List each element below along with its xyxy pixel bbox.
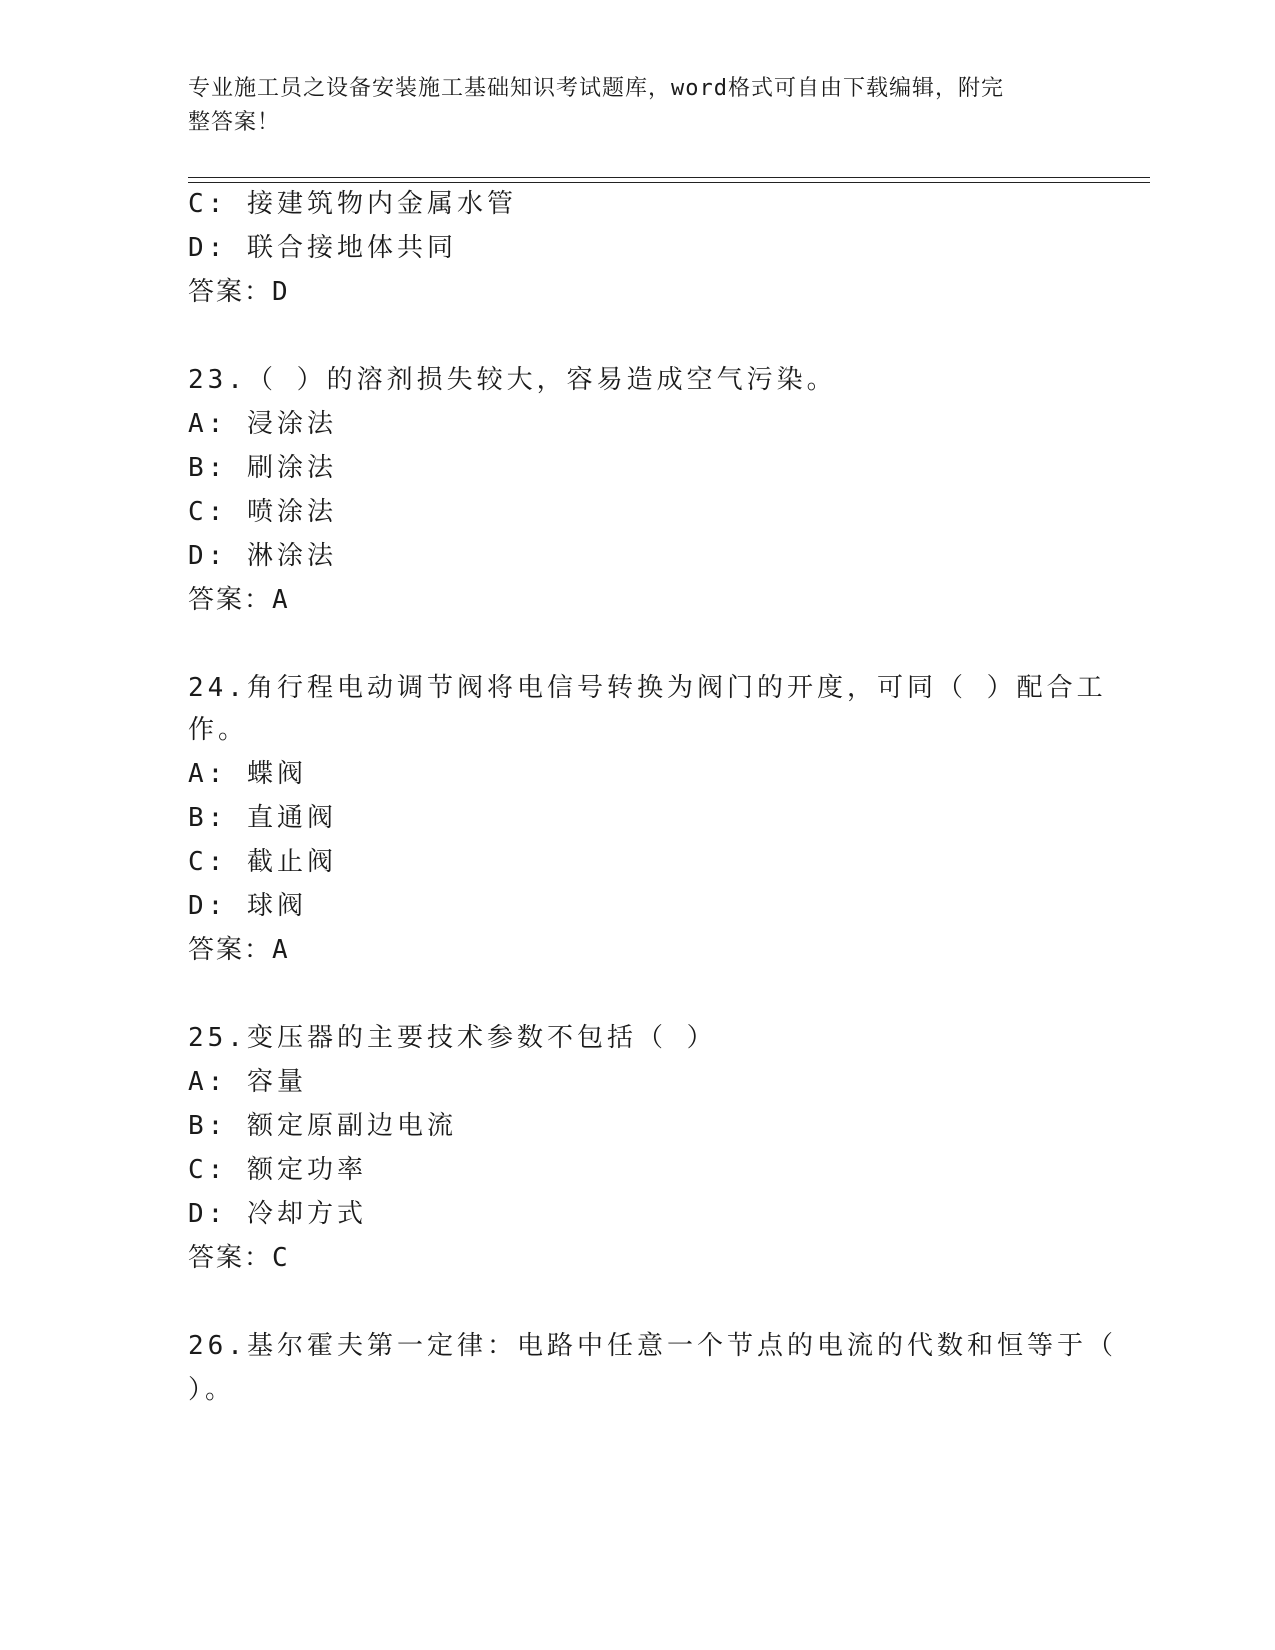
q24-option-c: C: 截止阀	[188, 847, 337, 877]
q24-option-b: B: 直通阀	[188, 803, 337, 833]
q22-answer: 答案：D	[188, 277, 290, 307]
q23-answer: 答案：A	[188, 585, 290, 615]
q26-stem-line-2: ）。	[188, 1375, 236, 1405]
q22-option-c: C: 接建筑物内金属水管	[188, 189, 517, 219]
q23-option-a: A: 浸涂法	[188, 409, 337, 439]
q22-option-d: D: 联合接地体共同	[188, 233, 457, 263]
q24-stem-line-1: 24.角行程电动调节阀将电信号转换为阀门的开度，可同（ ）配合工	[188, 673, 1107, 703]
q25-option-c: C: 额定功率	[188, 1155, 367, 1185]
q24-answer: 答案：A	[188, 935, 290, 965]
q25-option-d: D: 冷却方式	[188, 1199, 367, 1229]
q25-option-a: A: 容量	[188, 1067, 307, 1097]
q23-option-d: D: 淋涂法	[188, 541, 337, 571]
q23-option-b: B: 刷涂法	[188, 453, 337, 483]
document-header	[188, 72, 1068, 140]
q25-answer: 答案：C	[188, 1243, 290, 1273]
q25-option-b: B: 额定原副边电流	[188, 1111, 457, 1141]
q26-stem-line-1: 26.基尔霍夫第一定律：电路中任意一个节点的电流的代数和恒等于（	[188, 1331, 1117, 1361]
header-divider-bottom	[188, 182, 1150, 183]
q23-stem: 23.（ ）的溶剂损失较大，容易造成空气污染。	[188, 365, 837, 395]
q24-option-d: D: 球阀	[188, 891, 307, 921]
q25-stem: 25.变压器的主要技术参数不包括（ ）	[188, 1023, 717, 1053]
header-line-2: 整答案！	[188, 110, 281, 135]
q23-option-c: C: 喷涂法	[188, 497, 337, 527]
header-line-1: 专业施工员之设备安装施工基础知识考试题库，word格式可自由下载编辑，附完	[188, 76, 1004, 101]
header-divider-top	[188, 177, 1150, 178]
q24-option-a: A: 蝶阀	[188, 759, 307, 789]
q24-stem-line-2: 作。	[188, 715, 249, 745]
